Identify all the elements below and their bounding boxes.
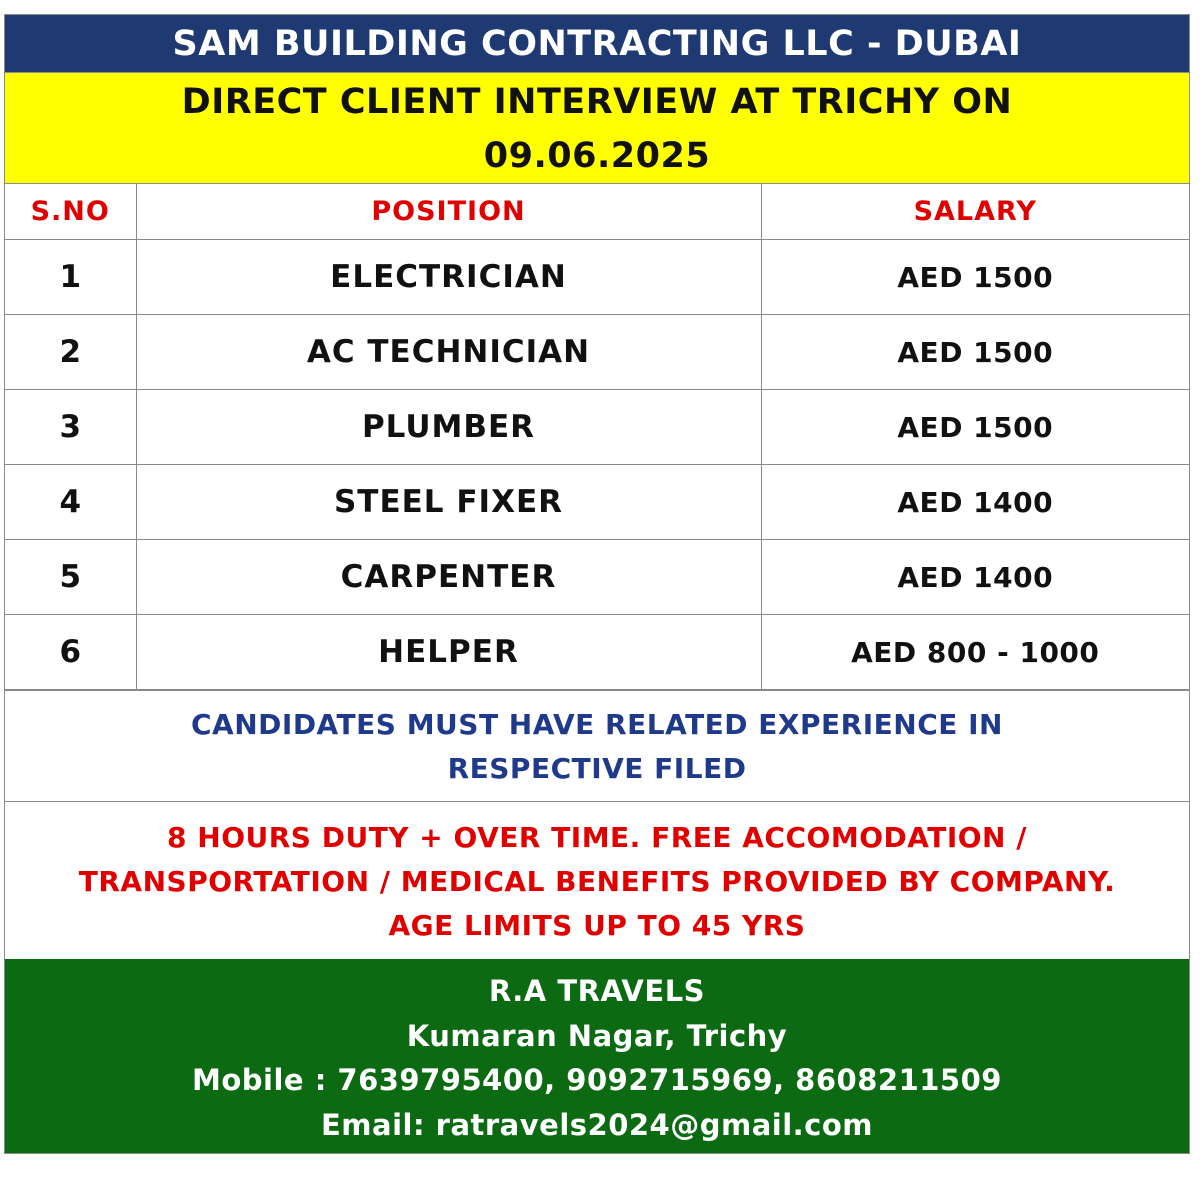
table-row: [5, 615, 1189, 690]
benefits-line: TRANSPORTATION / MEDICAL BENEFITS PROVIDED BY COMPANY.: [78, 865, 1116, 898]
table-header-row: [5, 184, 1189, 240]
job-poster: [4, 14, 1190, 1154]
row-sno: 2: [5, 315, 136, 390]
row-salary: AED 1500: [761, 240, 1189, 315]
row-sno: 4: [5, 465, 136, 540]
contact-block: [5, 959, 1189, 1153]
positions-table: [5, 184, 1189, 690]
table-row: [5, 540, 1189, 615]
column-header-position: POSITION: [136, 184, 761, 240]
row-salary: AED 800 - 1000: [761, 615, 1189, 690]
table-row: [5, 390, 1189, 465]
row-sno: 1: [5, 240, 136, 315]
row-position: AC TECHNICIAN: [136, 315, 761, 390]
row-sno: 5: [5, 540, 136, 615]
row-position: CARPENTER: [136, 540, 761, 615]
benefits-line: AGE LIMITS UP TO 45 YRS: [388, 909, 806, 942]
company-title: SAM BUILDING CONTRACTING LLC - DUBAI: [5, 15, 1189, 73]
agency-email: Email: ratravels2024@gmail.com: [320, 1107, 874, 1142]
table-row: [5, 315, 1189, 390]
row-salary: AED 1400: [761, 465, 1189, 540]
agency-name: R.A TRAVELS: [488, 974, 706, 1008]
benefits-line: 8 HOURS DUTY + OVER TIME. FREE ACCOMODATION /: [167, 821, 1027, 854]
row-position: HELPER: [136, 615, 761, 690]
row-sno: 6: [5, 615, 136, 690]
row-salary: AED 1400: [761, 540, 1189, 615]
agency-address: Kumaran Nagar, Trichy: [406, 1018, 788, 1053]
table-row: [5, 465, 1189, 540]
column-header-sno: S.NO: [5, 184, 136, 240]
row-salary: AED 1500: [761, 315, 1189, 390]
column-header-salary: SALARY: [761, 184, 1189, 240]
table-row: [5, 240, 1189, 315]
row-salary: AED 1500: [761, 390, 1189, 465]
interview-announcement: DIRECT CLIENT INTERVIEW AT TRICHY ON 09.06.2025: [5, 73, 1189, 184]
experience-requirement: CANDIDATES MUST HAVE RELATED EXPERIENCE IN RESPECTIVE FILED: [5, 690, 1189, 801]
agency-mobile: Mobile : 7639795400, 9092715969, 8608211509: [192, 1063, 1002, 1097]
benefits-note: [5, 801, 1189, 959]
row-position: ELECTRICIAN: [136, 240, 761, 315]
row-sno: 3: [5, 390, 136, 465]
row-position: STEEL FIXER: [136, 465, 761, 540]
row-position: PLUMBER: [136, 390, 761, 465]
